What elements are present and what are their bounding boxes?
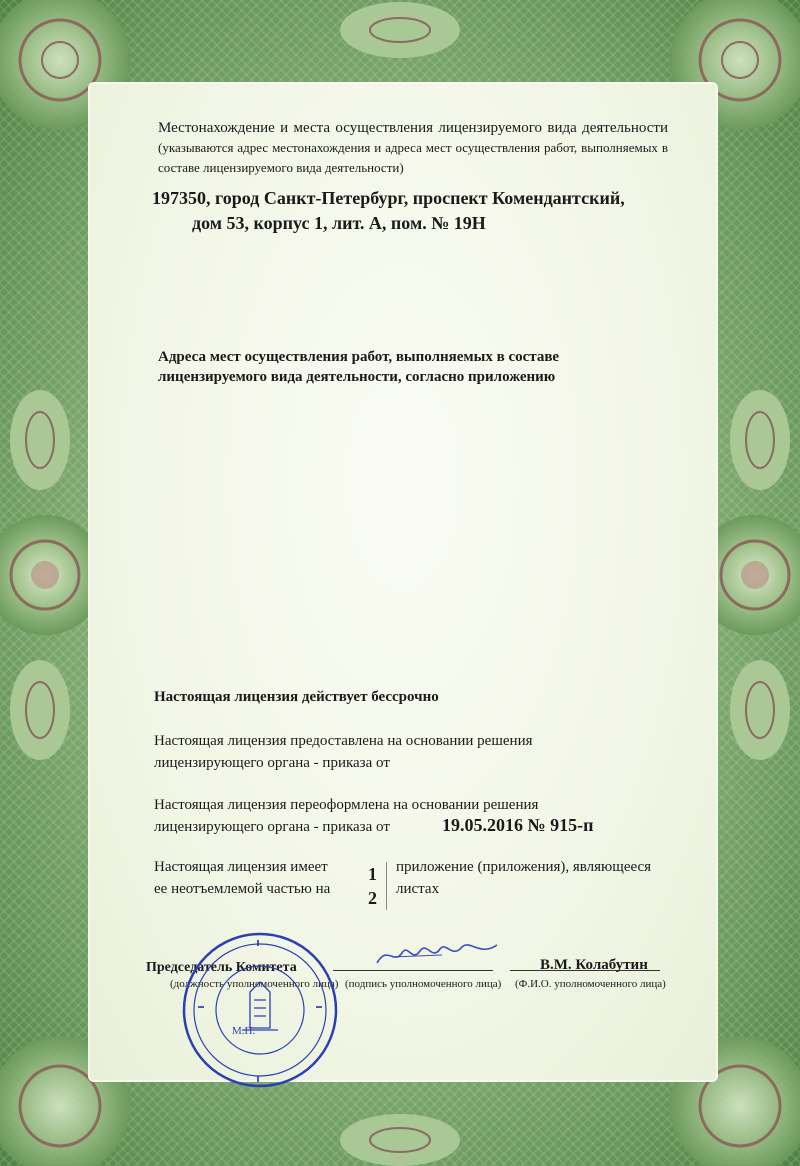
location-heading-main: Местонахождение и места осуществления лицензируемого вида деятельности — [158, 120, 668, 136]
rosette-left-lower-icon — [10, 660, 70, 760]
appendix-count: 1 — [368, 864, 377, 884]
location-heading — [158, 118, 668, 178]
rosette-left-upper-icon — [10, 390, 70, 490]
mp-label: М.П. — [232, 1025, 256, 1037]
sheet-count: 2 — [368, 888, 377, 908]
granted-line-2: лицензирующего органа - приказа от — [154, 755, 390, 771]
rosette-right-lower-icon — [730, 660, 790, 760]
granted-line-1: Настоящая лицензия предоставлена на основании решения — [154, 733, 533, 749]
reissue-order-number: 19.05.2016 № 915-п — [442, 815, 594, 835]
work-addresses-line-1: Адреса мест осуществления работ, выполняемых в составе — [158, 349, 560, 365]
rosette-right-upper-icon — [730, 390, 790, 490]
official-seal — [180, 930, 340, 1090]
work-addresses-line-2: лицензируемого вида деятельности, согласно приложению — [158, 369, 556, 385]
appendix-right-line-1: приложение (приложения), являющееся — [396, 859, 652, 875]
appendix-left-line-2: ее неотъемлемой частью на — [154, 881, 331, 897]
rosette-top-center-icon — [340, 2, 460, 58]
reissued-line-1: Настоящая лицензия переоформлена на основании решения — [154, 797, 539, 813]
reissued-line-2: лицензирующего органа - приказа от — [154, 819, 390, 835]
signer-position: Председатель Комитета — [146, 960, 297, 975]
location-heading-note: (указываются адрес местонахождения и адреса мест осуществления работ, выполняемых в составе лицензируемого вида деятельности) — [158, 140, 668, 175]
handwritten-signature — [372, 935, 502, 975]
address-line-2: дом 53, корпус 1, лит. А, пом. № 19Н — [192, 213, 486, 233]
validity-text: Настоящая лицензия действует бессрочно — [154, 689, 439, 705]
appendix-right-line-2: листах — [396, 881, 440, 897]
caption-signature: (подпись уполномоченного лица) — [345, 978, 502, 990]
caption-name: (Ф.И.О. уполномоченного лица) — [515, 978, 666, 990]
rosette-bottom-center-icon — [340, 1114, 460, 1166]
caption-position: (должность уполномоченного лица) — [170, 978, 339, 990]
signer-name: В.М. Колабутин — [540, 957, 648, 973]
appendix-left-line-1: Настоящая лицензия имеет — [154, 859, 328, 875]
address-line-1: 197350, город Санкт-Петербург, проспект Комендантский, — [152, 188, 625, 208]
